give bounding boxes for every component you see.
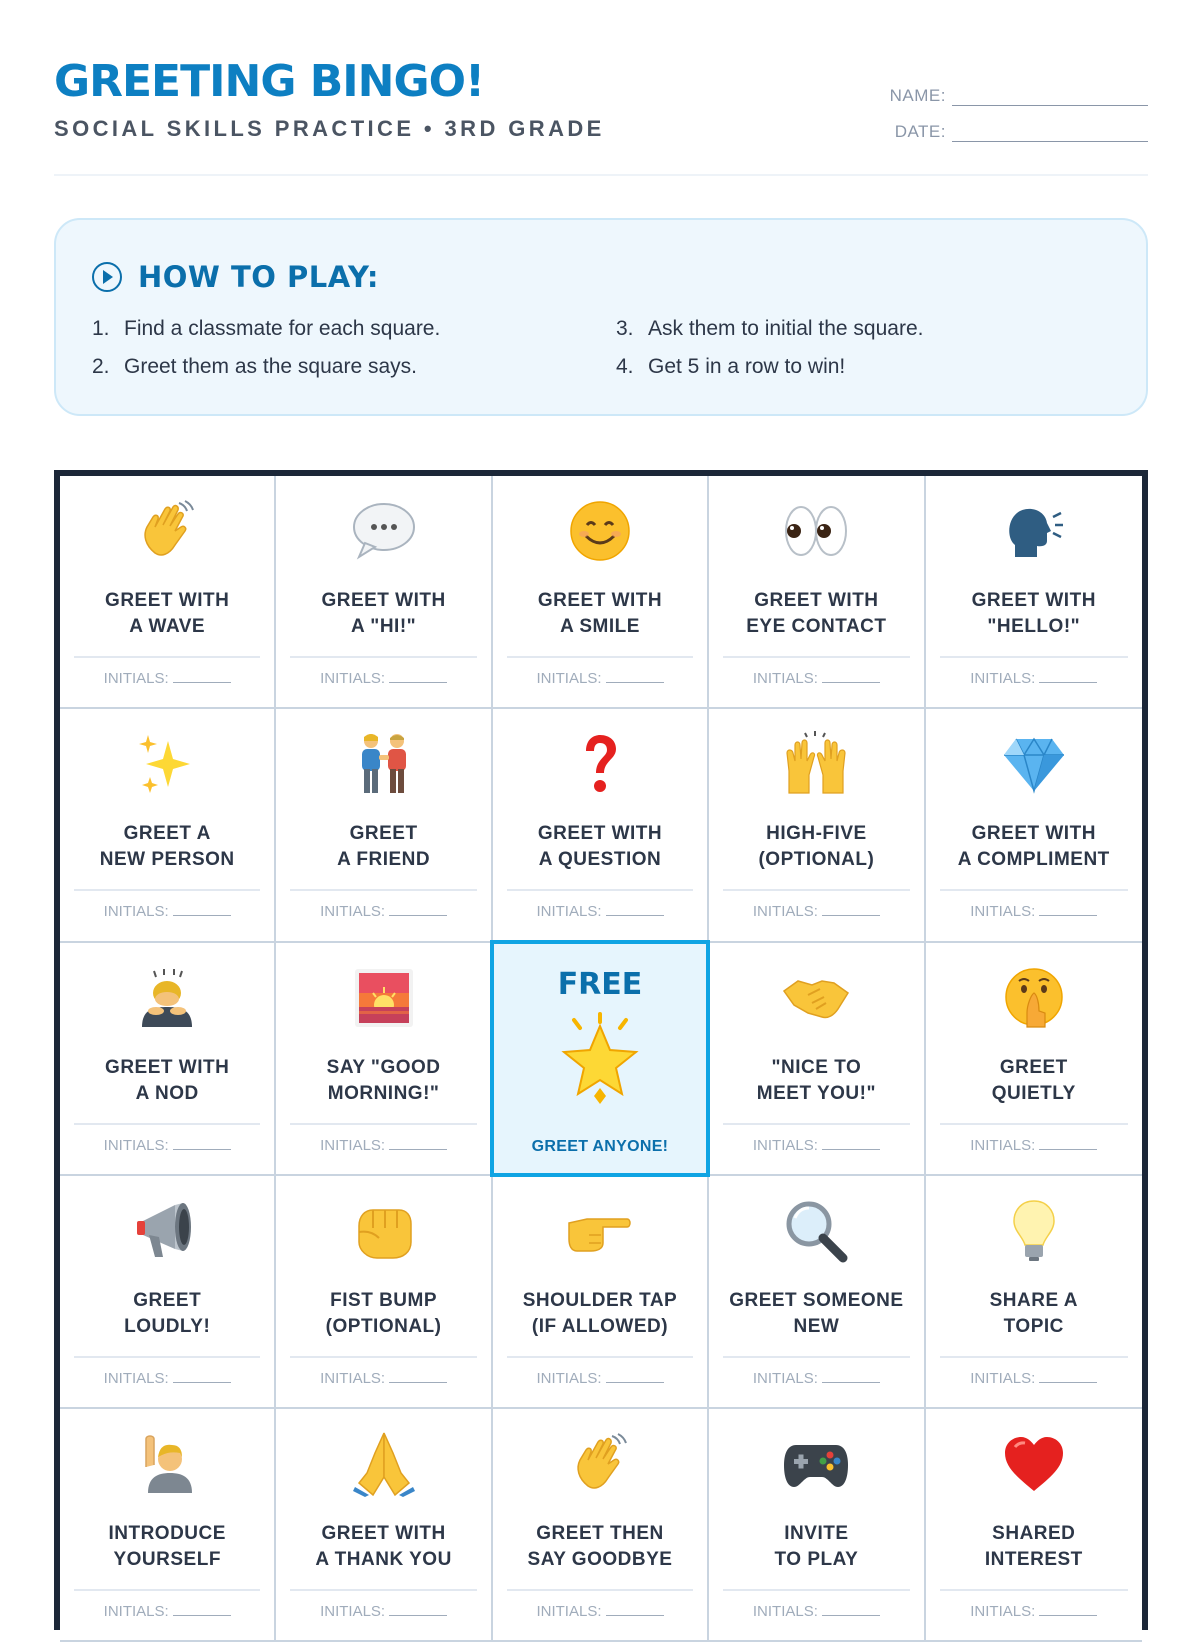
initials-line[interactable] xyxy=(606,671,664,683)
initials-line[interactable] xyxy=(1039,1138,1097,1150)
free-space-subtitle: GREET ANYONE! xyxy=(531,1137,669,1155)
raising-hand-person-icon xyxy=(60,1429,274,1499)
sunrise-icon xyxy=(276,963,490,1033)
bingo-cell[interactable] xyxy=(493,476,709,709)
initials-line[interactable] xyxy=(1039,671,1097,683)
waving-hand-icon xyxy=(493,1429,707,1499)
raised-hands-icon xyxy=(709,729,923,799)
initials-line[interactable] xyxy=(1039,1371,1097,1383)
bingo-cell[interactable] xyxy=(276,1176,492,1409)
initials-line[interactable] xyxy=(389,1604,447,1616)
folded-hands-icon xyxy=(276,1429,490,1499)
instructions-list xyxy=(92,316,1122,380)
speaking-head-icon xyxy=(926,496,1142,566)
initials-field[interactable]: INITIALS: xyxy=(74,889,260,920)
initials-field[interactable]: INITIALS: xyxy=(290,1123,476,1154)
red-heart-icon xyxy=(926,1429,1142,1499)
initials-line[interactable] xyxy=(822,904,880,916)
bingo-cell[interactable] xyxy=(60,943,276,1176)
waving-hand-icon xyxy=(60,496,274,566)
initials-field[interactable]: INITIALS: xyxy=(74,1123,260,1154)
bingo-cell-label: GREET QUIETLY xyxy=(991,1056,1076,1104)
bingo-cell-label: "NICE TO MEET YOU!" xyxy=(756,1056,876,1104)
bingo-cell-label: GREET WITH A "HI!" xyxy=(321,590,446,637)
bingo-cell-label: GREET LOUDLY! xyxy=(124,1289,211,1337)
name-line[interactable] xyxy=(952,88,1148,106)
initials-line[interactable] xyxy=(606,1371,664,1383)
bingo-cell-label: SHARE A TOPIC xyxy=(989,1289,1078,1337)
bingo-cell[interactable] xyxy=(493,709,709,942)
bingo-cell-label: HIGH-FIVE (OPTIONAL) xyxy=(758,823,875,871)
worksheet-header xyxy=(54,56,1148,176)
initials-field[interactable]: INITIALS: xyxy=(940,1589,1128,1620)
initials-field[interactable]: INITIALS: xyxy=(507,656,693,687)
initials-line[interactable] xyxy=(389,1371,447,1383)
date-line[interactable] xyxy=(952,124,1148,142)
initials-field[interactable]: INITIALS: xyxy=(290,1356,476,1387)
bingo-cell-label: GREET WITH A SMILE xyxy=(537,590,663,637)
bingo-cell[interactable] xyxy=(709,1409,925,1642)
how-to-play-title: HOW TO PLAY: xyxy=(138,260,380,294)
instruction-step: 3. Ask them to initial the square. xyxy=(616,317,924,340)
gem-icon xyxy=(926,729,1142,799)
bingo-cell[interactable] xyxy=(60,476,276,709)
initials-field[interactable]: INITIALS: xyxy=(940,656,1128,687)
initials-line[interactable] xyxy=(173,671,231,683)
bingo-cell[interactable] xyxy=(709,943,925,1176)
shushing-face-icon xyxy=(926,963,1142,1033)
initials-field[interactable]: INITIALS: xyxy=(723,656,909,687)
name-label: NAME: xyxy=(889,86,946,105)
speech-bubble-icon xyxy=(276,496,490,566)
star-icon xyxy=(493,1023,707,1093)
initials-field[interactable]: INITIALS: xyxy=(723,1356,909,1387)
bingo-cell-label: FIST BUMP (OPTIONAL) xyxy=(325,1289,442,1337)
initials-line[interactable] xyxy=(173,1604,231,1616)
initials-line[interactable] xyxy=(822,671,880,683)
bingo-cell-label: GREET A NEW PERSON xyxy=(99,823,235,871)
sparkles-icon xyxy=(60,729,274,799)
initials-field[interactable]: INITIALS: xyxy=(290,1589,476,1620)
bingo-cell-label: INTRODUCE YOURSELF xyxy=(108,1523,226,1571)
question-mark-icon xyxy=(493,729,707,799)
fist-icon xyxy=(276,1196,490,1266)
bingo-cell[interactable] xyxy=(926,1176,1142,1409)
bingo-cell-free[interactable] xyxy=(493,943,709,1176)
initials-line[interactable] xyxy=(1039,1604,1097,1616)
two-people-icon xyxy=(276,729,490,799)
bingo-cell[interactable] xyxy=(926,1409,1142,1642)
bowing-person-icon xyxy=(60,963,274,1033)
initials-line[interactable] xyxy=(606,1604,664,1616)
bingo-cell-label: INVITE TO PLAY xyxy=(774,1523,859,1571)
initials-line[interactable] xyxy=(822,1138,880,1150)
bingo-cell[interactable] xyxy=(926,943,1142,1176)
bingo-cell-label: GREET WITH A QUESTION xyxy=(537,823,663,871)
bingo-cell[interactable] xyxy=(276,1409,492,1642)
bingo-cell[interactable] xyxy=(709,709,925,942)
bingo-cell-label: GREET WITH A WAVE xyxy=(105,590,230,637)
pointing-right-icon xyxy=(493,1196,707,1266)
initials-line[interactable] xyxy=(173,904,231,916)
bingo-cell[interactable] xyxy=(276,943,492,1176)
bingo-cell-label: GREET WITH "HELLO!" xyxy=(971,590,1096,637)
eyes-icon xyxy=(709,496,923,566)
free-space-title: FREE xyxy=(557,966,643,1002)
initials-field[interactable]: INITIALS: xyxy=(290,656,476,687)
bingo-cell-label: SHOULDER TAP (IF ALLOWED) xyxy=(522,1289,678,1337)
bingo-cell-label: GREET SOMEONE NEW xyxy=(729,1289,904,1337)
megaphone-icon xyxy=(60,1196,274,1266)
initials-line[interactable] xyxy=(173,1138,231,1150)
initials-field[interactable]: INITIALS: xyxy=(723,1589,909,1620)
initials-field[interactable]: INITIALS: xyxy=(290,889,476,920)
initials-field[interactable]: INITIALS: xyxy=(940,1356,1128,1387)
initials-field[interactable]: INITIALS: xyxy=(74,656,260,687)
bingo-cell-label: SAY "GOOD MORNING!" xyxy=(326,1056,441,1104)
instruction-step: 1. Find a classmate for each square. xyxy=(92,317,441,340)
bingo-cell[interactable] xyxy=(493,1176,709,1409)
bingo-cell[interactable] xyxy=(926,709,1142,942)
initials-field[interactable]: INITIALS: xyxy=(74,1589,260,1620)
bingo-board xyxy=(54,470,1148,1630)
initials-field[interactable]: INITIALS: xyxy=(723,889,909,920)
initials-line[interactable] xyxy=(389,904,447,916)
bingo-cell[interactable] xyxy=(276,476,492,709)
initials-field[interactable]: INITIALS: xyxy=(940,889,1128,920)
bingo-cell-label: GREET WITH EYE CONTACT xyxy=(746,590,887,637)
initials-line[interactable] xyxy=(1039,904,1097,916)
how-to-play-box xyxy=(54,218,1148,416)
name-date-fields xyxy=(858,70,1148,142)
instruction-step: 2. Greet them as the square says. xyxy=(92,355,417,378)
instruction-step: 4. Get 5 in a row to win! xyxy=(616,355,846,378)
bingo-cell-label: GREET WITH A COMPLIMENT xyxy=(957,823,1110,871)
initials-field[interactable]: INITIALS: xyxy=(74,1356,260,1387)
initials-line[interactable] xyxy=(606,904,664,916)
how-to-play-heading xyxy=(92,260,379,294)
smiling-face-icon xyxy=(493,496,707,566)
bingo-cell[interactable] xyxy=(60,1409,276,1642)
initials-field[interactable]: INITIALS: xyxy=(507,1589,693,1620)
initials-field[interactable]: INITIALS: xyxy=(507,889,693,920)
initials-line[interactable] xyxy=(822,1371,880,1383)
page-subtitle: SOCIAL SKILLS PRACTICE • 3RD GRADE xyxy=(54,116,605,141)
header-divider xyxy=(54,174,1148,176)
magnifying-glass-icon xyxy=(709,1196,923,1266)
initials-field[interactable]: INITIALS: xyxy=(723,1123,909,1154)
bingo-cell-label: GREET WITH A THANK YOU xyxy=(315,1523,452,1571)
bingo-cell[interactable] xyxy=(926,476,1142,709)
bingo-cell[interactable] xyxy=(709,1176,925,1409)
initials-line[interactable] xyxy=(389,1138,447,1150)
bingo-cell-label: GREET THEN SAY GOODBYE xyxy=(527,1523,673,1571)
handshake-icon xyxy=(709,963,923,1033)
bingo-cell[interactable] xyxy=(276,709,492,942)
bingo-cell-label: SHARED INTEREST xyxy=(984,1523,1083,1571)
initials-line[interactable] xyxy=(173,1371,231,1383)
bingo-grid xyxy=(60,476,1142,1642)
initials-line[interactable] xyxy=(389,671,447,683)
initials-field[interactable]: INITIALS: xyxy=(507,1356,693,1387)
light-bulb-icon xyxy=(926,1196,1142,1266)
initials-field[interactable]: INITIALS: xyxy=(940,1123,1128,1154)
page-title: GREETING BINGO! xyxy=(54,56,485,107)
bingo-cell-label: GREET WITH A NOD xyxy=(105,1056,230,1104)
bingo-cell[interactable] xyxy=(60,709,276,942)
game-controller-icon xyxy=(709,1429,923,1499)
bingo-cell-label: GREET A FRIEND xyxy=(337,823,431,871)
bingo-cell[interactable] xyxy=(493,1409,709,1642)
bingo-cell[interactable] xyxy=(60,1176,276,1409)
initials-line[interactable] xyxy=(822,1604,880,1616)
name-field[interactable] xyxy=(858,70,1148,106)
bingo-cell[interactable] xyxy=(709,476,925,709)
play-circle-icon xyxy=(92,262,122,292)
date-field[interactable] xyxy=(858,106,1148,142)
date-label: DATE: xyxy=(894,122,946,141)
